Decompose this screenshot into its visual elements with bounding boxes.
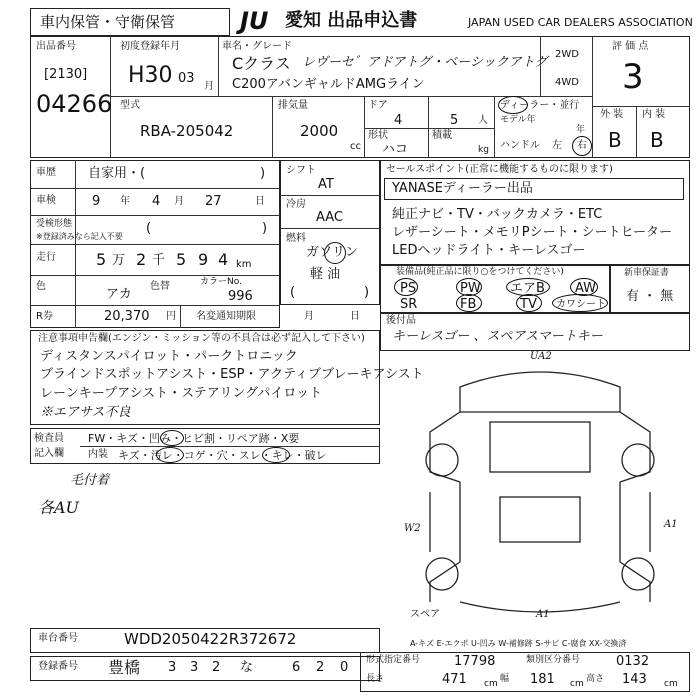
name-change-month: 月 (304, 311, 314, 322)
length-value: 471 (442, 672, 467, 687)
registration-digit: な (240, 660, 254, 675)
equipment-item: PS (400, 281, 417, 296)
type-value: RBA-205042 (140, 122, 234, 140)
mileage-digit: 千 (152, 253, 166, 268)
shift-value: AT (318, 177, 334, 192)
inspection-day-unit: 日 (255, 196, 265, 207)
notes-line: レーンキープアシスト・ステアリングパイロット (40, 386, 323, 401)
height-label: 高さ (586, 674, 605, 684)
width-unit: cm (570, 679, 584, 689)
inspector-row2-label: 内装 (88, 449, 108, 460)
reception-open: ( (146, 221, 152, 236)
history-label: 車歴 (36, 167, 56, 178)
recycle-unit: 円 (166, 311, 176, 322)
width-value: 181 (530, 672, 555, 687)
ac-label: 冷房 (286, 199, 306, 210)
equipment-circle (394, 278, 418, 296)
notes-line: ディスタンスパイロット・パークトロニック (40, 349, 298, 364)
form-spec-label: 形式指定番号 (366, 655, 421, 665)
chassis-value: WDD2050422R372672 (124, 630, 297, 648)
color-label: 色 (36, 281, 46, 292)
damage-mark-left: W2 (404, 523, 421, 534)
registration-digit: 2 (212, 660, 221, 675)
aftermarket-value: キーレスゴー 、スペアスマートキー (392, 329, 603, 344)
warranty-label: 新車保証書 (624, 268, 670, 278)
recycle-label: R券 (36, 311, 53, 322)
equipment-circle (552, 294, 608, 312)
inspector-label: 検査員 (34, 433, 64, 444)
history-value: 自家用・( (88, 166, 146, 181)
inspection-year: 9 (92, 194, 101, 209)
class-spec-label: 類別区分番号 (526, 655, 581, 665)
type-label: 型式 (120, 100, 140, 111)
equipment-item: PW (460, 281, 481, 296)
displacement-unit: cc (350, 141, 361, 152)
capacity-label: 積載 (432, 130, 452, 141)
first-reg-year: H30 (128, 63, 173, 88)
model-grade: C200アバンギャルドAMGライン (232, 77, 425, 92)
notes-label: 注意事項申告欄(エンジン・ミッション等の不具合は必ず記入して下さい) (38, 333, 365, 344)
selling-line: レザーシート・メモリPシート・シートヒーター (392, 225, 673, 240)
fuel-label: 燃料 (286, 233, 306, 244)
score-value: 3 (622, 57, 644, 97)
first-reg-month-unit: 月 (204, 81, 214, 92)
name-change-day: 日 (350, 311, 360, 322)
inspector-circle (156, 447, 184, 463)
selling-points-label: セールスポイント(正常に機能するものに限ります) (386, 164, 613, 175)
mileage-unit: km (236, 259, 252, 270)
registration-digit: 6 (292, 660, 301, 675)
inspection-label: 車検 (36, 195, 56, 206)
width-label: 幅 (500, 674, 510, 684)
inspection-month: 4 (152, 194, 161, 209)
first-reg-label: 初度登録年月 (120, 41, 180, 52)
exterior-label: 外 装 (600, 109, 624, 120)
displacement-value: 2000 (300, 122, 339, 140)
equipment-circle (516, 294, 542, 312)
reception-close: ) (262, 221, 268, 236)
fuel-light: 軽 油 (310, 267, 341, 282)
color-value: アカ (106, 287, 132, 302)
mileage-digit: 9 (198, 250, 209, 269)
ac-value: AAC (316, 210, 343, 225)
registration-label: 登録番号 (38, 661, 78, 672)
model-handwritten: レヴーセ゛アドアトグ・ベーシックアトグ (302, 55, 548, 70)
history-close: ) (260, 166, 266, 181)
length-label: 長さ (366, 674, 385, 684)
equipment-item: TV (520, 297, 537, 312)
equipment-label: 装備品(純正品に限り○をつけてください) (396, 267, 564, 277)
equipment-item: エアB (510, 281, 545, 296)
model-name: Cクラス (232, 54, 291, 73)
equipment-item: カワシート (556, 299, 606, 310)
fuel-gas-circle (324, 242, 346, 264)
chassis-label: 車台番号 (38, 633, 78, 644)
drive-4wd: 4WD (555, 77, 579, 88)
legend: A-キズ E-エクボ U-凹み W-補修跡 S-サビ C-腐食 XX-交換済 (410, 639, 627, 648)
association-name: JAPAN USED CAR DEALERS ASSOCIATION (468, 16, 693, 29)
fuel-paren-close: ) (364, 285, 370, 300)
handle-left: 左 (552, 140, 562, 151)
mileage-digit: 万 (112, 253, 126, 268)
mileage-digit: 2 (136, 250, 147, 269)
seats-value: 5 (450, 113, 459, 128)
aftermarket-label: 後付品 (386, 315, 416, 326)
inspector-row1: FW・キズ・凹み・ヒビ割・リペア跡・X要 (88, 432, 300, 445)
equipment-circle (456, 294, 482, 312)
damage-mark-top: UA2 (530, 351, 552, 362)
damage-mark-bottom: A1 (536, 609, 550, 620)
registration-digit: 2 (316, 660, 325, 675)
height-value: 143 (622, 672, 647, 687)
equipment-item: AW (575, 281, 597, 296)
spare-label: スペア (410, 609, 440, 620)
registration-digit: 0 (340, 660, 349, 675)
mileage-digit: 4 (218, 250, 229, 269)
doors-value: 4 (394, 113, 403, 128)
inspection-year-unit: 年 (120, 196, 130, 207)
registration-place: 豊橋 (108, 658, 141, 677)
name-change-label: 名変通知期限 (196, 311, 256, 322)
notes-line: ブラインドスポットアシスト・ESP・アクティブブレーキアシスト (40, 367, 424, 382)
class-spec-value: 0132 (616, 654, 650, 669)
color-change-label: 色替 (150, 281, 170, 292)
inspection-month-unit: 月 (174, 196, 184, 207)
interior-value: B (650, 128, 664, 152)
storage-label: 車内保管・守衛保管 (40, 13, 176, 31)
color-code: 996 (228, 289, 253, 304)
color-code-label: カラーNo. (200, 277, 242, 287)
selling-line: 純正ナビ・TV・バックカメラ・ETC (392, 207, 603, 222)
shift-label: シフト (286, 165, 316, 176)
model-year-unit: 年 (576, 125, 586, 135)
ju-logo: JU (240, 7, 269, 35)
dealer-circle (498, 96, 528, 114)
reception-label: 受検形態 (36, 219, 73, 229)
inspector-handwritten-1: 毛付着 (70, 473, 110, 488)
mileage-digit: 5 (176, 250, 187, 269)
lot-number: 04266 (36, 90, 113, 118)
first-reg-month: 03 (178, 71, 195, 86)
registration-digit: 3 (190, 660, 199, 675)
model-label: 車名・グレード (222, 41, 292, 52)
registration-digit: 3 (168, 660, 177, 675)
shape-label: 形状 (368, 130, 388, 141)
selling-line: LEDヘッドライト・キーレスゴー (392, 243, 586, 258)
model-year-label: モデル年 (500, 115, 536, 125)
lot-label: 出品番号 (36, 41, 76, 52)
capacity-unit: kg (478, 145, 489, 155)
form-spec-value: 17798 (454, 654, 496, 669)
fuel-paren: ( (290, 285, 296, 300)
recycle-value: 20,370 (104, 309, 150, 324)
fuel-gas: ガソリン (306, 245, 359, 260)
doors-label: ドア (368, 100, 388, 111)
seats-unit: 人 (478, 115, 488, 126)
equipment-item: FB (460, 297, 477, 312)
inspector-circle (262, 447, 290, 463)
handle-label: ハンドル (500, 140, 540, 151)
inspector-circle (160, 430, 184, 446)
equipment-item: SR (400, 297, 418, 312)
import-label: ディーラー・並行 (500, 100, 580, 111)
interior-label: 内 装 (642, 109, 666, 120)
height-unit: cm (664, 679, 678, 689)
inspector-handwritten-2: 各AU (38, 498, 80, 517)
mileage-label: 走行 (36, 252, 56, 263)
displacement-label: 排気量 (278, 100, 308, 111)
notes-line: ※エアサス不良 (40, 405, 131, 420)
score-label: 評 価 点 (612, 41, 649, 52)
form-title: 愛知 出品申込書 (285, 10, 418, 31)
car-damage-diagram (390, 352, 690, 627)
exterior-value: B (608, 128, 622, 152)
damage-mark-right: A1 (664, 519, 678, 530)
length-unit: cm (484, 679, 498, 689)
handle-right: 右 (577, 140, 587, 151)
inspection-day: 27 (205, 194, 222, 209)
drive-2wd: 2WD (555, 49, 579, 60)
lot-sub-number: [2130] (44, 67, 88, 82)
warranty-value: 有 ・ 無 (626, 289, 674, 304)
shape-value: ハコ (382, 142, 409, 157)
selling-headline: YANASEディーラー出品 (392, 181, 533, 196)
inspector-label-2: 記入欄 (34, 448, 64, 459)
mileage-digit: 5 (96, 250, 107, 269)
handle-right-circle (572, 136, 592, 156)
inspector-row2: キズ・汚レ・コゲ・穴・スレ・キレ・破レ (118, 449, 327, 462)
registration-frame (30, 656, 380, 681)
reception-note: ※登録済みなら記入不要 (36, 232, 123, 241)
